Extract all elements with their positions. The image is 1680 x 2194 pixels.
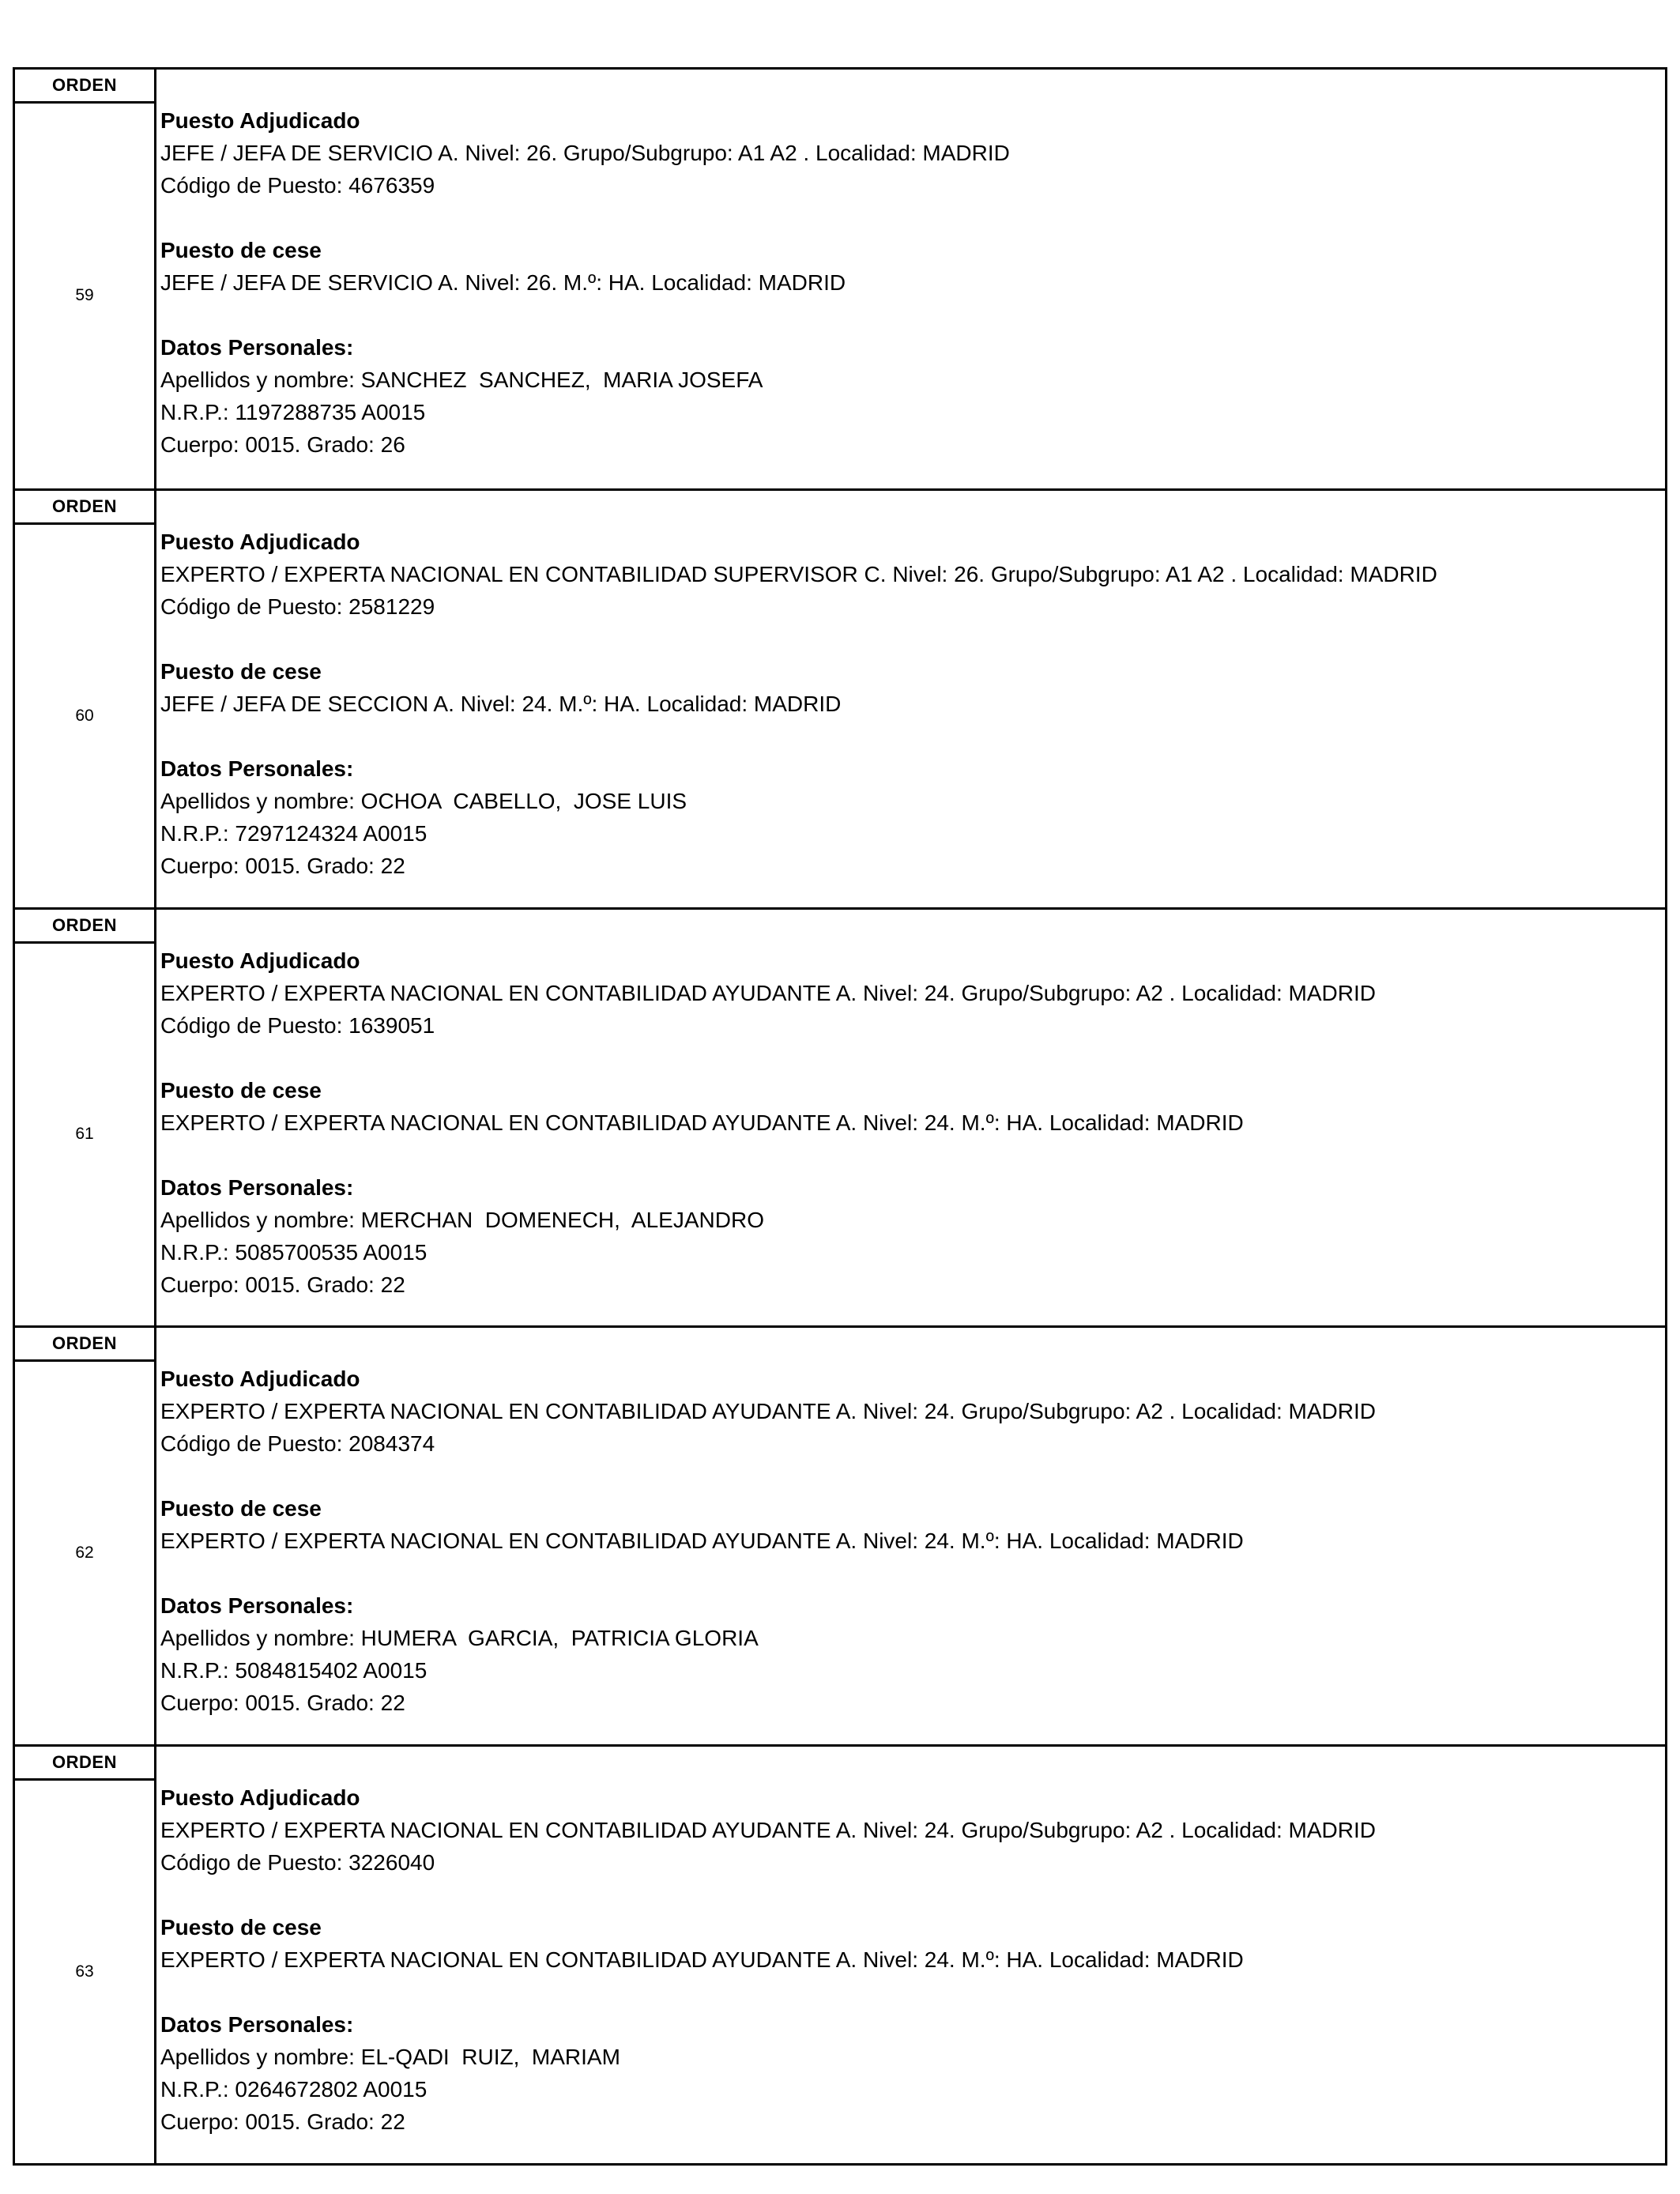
nrp: N.R.P.: 5085700535 A0015 [160,1239,428,1265]
orden-header: ORDEN [15,1328,154,1362]
orden-header: ORDEN [15,1747,154,1781]
datos-heading: Datos Personales: [160,756,354,781]
cuerpo-grado: Cuerpo: 0015. Grado: 26 [160,432,405,457]
adjudicado-description: EXPERTO / EXPERTA NACIONAL EN CONTABILIDAD AYUDANTE A. Nivel: 24. Grupo/Subgrupo: A2 . Localidad: MADRID [160,1818,1376,1843]
cese-description: EXPERTO / EXPERTA NACIONAL EN CONTABILIDAD AYUDANTE A. Nivel: 24. M.º: HA. Localidad: MADRID [160,1529,1244,1554]
codigo-puesto: Código de Puesto: 2581229 [160,594,435,619]
orden-header: ORDEN [15,491,154,525]
cese-heading: Puesto de cese [160,1496,322,1521]
cese-description: EXPERTO / EXPERTA NACIONAL EN CONTABILIDAD AYUDANTE A. Nivel: 24. M.º: HA. Localidad: MADRID [160,1947,1244,1973]
cuerpo-grado: Cuerpo: 0015. Grado: 22 [160,1272,405,1297]
cuerpo-grado: Cuerpo: 0015. Grado: 22 [160,1691,405,1716]
nrp: N.R.P.: 1197288735 A0015 [160,400,426,424]
adjudicado-heading: Puesto Adjudicado [160,948,360,973]
record-details [156,910,1665,1326]
cese-heading: Puesto de cese [160,1915,322,1940]
datos-heading: Datos Personales: [160,1593,354,1619]
cuerpo-grado: Cuerpo: 0015. Grado: 22 [160,853,405,878]
cese-heading: Puesto de cese [160,658,322,684]
adjudicado-description: EXPERTO / EXPERTA NACIONAL EN CONTABILIDAD AYUDANTE A. Nivel: 24. Grupo/Subgrupo: A2 . Localidad: MADRID [160,980,1376,1005]
cese-heading: Puesto de cese [160,238,322,262]
adjudicado-description: EXPERTO / EXPERTA NACIONAL EN CONTABILIDAD SUPERVISOR C. Nivel: 26. Grupo/Subgrupo: A1 A2 . Localidad: MADRID [160,561,1437,586]
adjudicado-heading: Puesto Adjudicado [160,529,360,554]
table-row [15,1325,1665,1744]
apellidos-nombre: Apellidos y nombre: HUMERA GARCIA, PATRICIA GLORIA [160,1626,759,1651]
codigo-puesto: Código de Puesto: 3226040 [160,1850,435,1875]
orden-header: ORDEN [15,910,154,944]
nrp: N.R.P.: 5084815402 A0015 [160,1658,428,1683]
records-table [13,67,1667,2166]
record-details [156,1328,1665,1744]
orden-number: 62 [75,1544,94,1563]
record-details [156,70,1665,488]
apellidos-nombre: Apellidos y nombre: MERCHAN DOMENECH, ALEJANDRO [160,1207,764,1232]
cuerpo-grado: Cuerpo: 0015. Grado: 22 [160,2109,405,2135]
table-row [15,907,1665,1326]
datos-heading: Datos Personales: [160,335,354,360]
table-row [15,1744,1665,2163]
orden-column [15,491,156,907]
cese-heading: Puesto de cese [160,1077,322,1103]
cese-description: JEFE / JEFA DE SERVICIO A. Nivel: 26. M.º: HA. Localidad: MADRID [160,270,846,295]
orden-number: 63 [75,1962,94,1981]
table-row [15,70,1665,488]
table-row [15,488,1665,907]
apellidos-nombre: Apellidos y nombre: SANCHEZ SANCHEZ, MARIA JOSEFA [160,368,763,392]
nrp: N.R.P.: 7297124324 A0015 [160,820,428,846]
orden-number: 59 [75,286,94,305]
orden-column [15,1328,156,1744]
orden-column [15,910,156,1326]
codigo-puesto: Código de Puesto: 1639051 [160,1012,435,1038]
orden-number: 61 [75,1125,94,1144]
nrp: N.R.P.: 0264672802 A0015 [160,2077,428,2102]
apellidos-nombre: Apellidos y nombre: EL-QADI RUIZ, MARIAM [160,2045,620,2070]
orden-number: 60 [75,706,94,725]
adjudicado-heading: Puesto Adjudicado [160,1785,360,1811]
record-details [156,491,1665,907]
orden-column [15,70,156,488]
adjudicado-description: EXPERTO / EXPERTA NACIONAL EN CONTABILIDAD AYUDANTE A. Nivel: 24. Grupo/Subgrupo: A2 . Localidad: MADRID [160,1399,1376,1424]
datos-heading: Datos Personales: [160,2012,354,2038]
adjudicado-heading: Puesto Adjudicado [160,108,360,133]
record-details [156,1747,1665,2163]
cese-description: JEFE / JEFA DE SECCION A. Nivel: 24. M.º: HA. Localidad: MADRID [160,691,842,716]
cese-description: EXPERTO / EXPERTA NACIONAL EN CONTABILIDAD AYUDANTE A. Nivel: 24. M.º: HA. Localidad: MADRID [160,1110,1244,1135]
adjudicado-description: JEFE / JEFA DE SERVICIO A. Nivel: 26. Grupo/Subgrupo: A1 A2 . Localidad: MADRID [160,141,1010,165]
codigo-puesto: Código de Puesto: 4676359 [160,173,435,198]
datos-heading: Datos Personales: [160,1174,354,1200]
orden-column [15,1747,156,2163]
apellidos-nombre: Apellidos y nombre: OCHOA CABELLO, JOSE LUIS [160,788,687,813]
adjudicado-heading: Puesto Adjudicado [160,1367,360,1392]
codigo-puesto: Código de Puesto: 2084374 [160,1431,435,1457]
orden-header: ORDEN [15,70,154,104]
